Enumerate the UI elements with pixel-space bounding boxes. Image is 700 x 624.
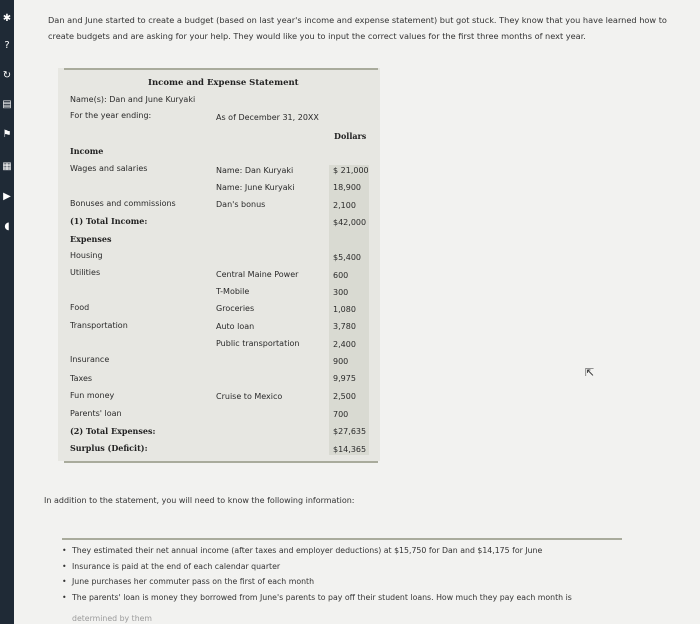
statement-title: Income and Expense Statement: [148, 78, 299, 88]
taxes-label: Taxes: [70, 374, 93, 383]
bonuses-label: Bonuses and commissions: [70, 199, 176, 208]
taxes-value: 9,975: [333, 374, 356, 383]
total-expenses-label: (2) Total Expenses:: [70, 426, 156, 436]
tag-icon[interactable]: ◖: [4, 221, 10, 232]
statement-names: Name(s): Dan and June Kuryaki: [70, 95, 196, 104]
statement-bottom-rule: [64, 461, 378, 463]
fun-money-label: Fun money: [70, 391, 115, 400]
utilities-label: Utilities: [70, 268, 101, 277]
dans-bonus: Dan's bonus: [216, 200, 266, 209]
info-bullet: • Insurance is paid at the end of each calendar quarter: [62, 559, 682, 575]
auto-loan-value: 3,780: [333, 322, 356, 331]
info-top-rule: [62, 538, 622, 540]
groceries-label: Groceries: [216, 304, 255, 313]
as-of-date: As of December 31, 20XX: [216, 113, 319, 122]
info-bullet: • The parents' loan is money they borrowed from June's parents to pay off their student loans. How much they pay each month is: [62, 590, 682, 606]
transportation-label: Transportation: [70, 321, 128, 330]
pin-icon[interactable]: ✱: [2, 13, 12, 24]
additional-info-heading: In addition to the statement, you will need to know the following information:: [44, 496, 355, 505]
expenses-heading: Expenses: [70, 234, 112, 244]
cruise-label: Cruise to Mexico: [216, 392, 283, 401]
period-label: For the year ending:: [70, 111, 152, 120]
info-bullet-continued: determined by them: [72, 614, 153, 623]
play-icon[interactable]: ▶: [3, 191, 11, 202]
intro-line-1: Dan and June started to create a budget (based on last year's income and expense statement) but got stuck. They know that you have learned how to: [48, 15, 667, 25]
parents-loan-label: Parents' loan: [70, 409, 122, 418]
name-june: Name: June Kuryaki: [216, 183, 295, 192]
bonus-value: 2,100: [333, 201, 356, 210]
total-income-label: (1) Total Income:: [70, 216, 148, 226]
flag-icon[interactable]: ⚑: [2, 129, 12, 140]
statement-top-rule: [64, 68, 378, 70]
insurance-value: 900: [333, 357, 349, 366]
public-transport-value: 2,400: [333, 340, 356, 349]
housing-label: Housing: [70, 251, 103, 260]
fun-money-value: 2,500: [333, 392, 356, 401]
dollars-header: Dollars: [334, 131, 367, 141]
info-bullet: • June purchases her commuter pass on the first of each month: [62, 574, 682, 590]
info-bullet: • They estimated their net annual income (after taxes and employer deductions) at $15,750 for Dan and $14,175 for June: [62, 543, 682, 559]
intro-line-2: create budgets and are asking for your help. They would like you to input the correct values for the first three months of next year.: [48, 31, 586, 41]
question-icon[interactable]: ?: [4, 40, 10, 51]
wages-label: Wages and salaries: [70, 164, 148, 173]
central-maine-value: 600: [333, 271, 349, 280]
grid-icon[interactable]: ▦: [2, 161, 12, 172]
auto-loan-label: Auto loan: [216, 322, 255, 331]
central-maine-label: Central Maine Power: [216, 270, 299, 279]
document-icon[interactable]: ▤: [2, 99, 12, 110]
tmobile-value: 300: [333, 288, 349, 297]
wages-dan-value: $ 21,000: [333, 166, 369, 175]
mouse-cursor-icon: ⇱: [585, 366, 595, 379]
total-income-value: $42,000: [333, 218, 367, 227]
total-expenses-value: $27,635: [333, 427, 367, 436]
parents-loan-value: 700: [333, 410, 349, 419]
public-transport-label: Public transportation: [216, 339, 300, 348]
left-toolbar: [0, 0, 14, 624]
wages-june-value: 18,900: [333, 183, 361, 192]
name-dan: Name: Dan Kuryaki: [216, 166, 294, 175]
refresh-icon[interactable]: ↻: [2, 70, 12, 81]
surplus-value: $14,365: [333, 445, 367, 454]
problem-intro: [48, 12, 678, 44]
surplus-label: Surplus (Deficit):: [70, 443, 148, 453]
tmobile-label: T-Mobile: [216, 287, 250, 296]
income-heading: Income: [70, 146, 104, 156]
insurance-label: Insurance: [70, 355, 110, 364]
info-bullet-list: [62, 543, 682, 605]
housing-value: $5,400: [333, 253, 361, 262]
food-label: Food: [70, 303, 90, 312]
food-value: 1,080: [333, 305, 356, 314]
